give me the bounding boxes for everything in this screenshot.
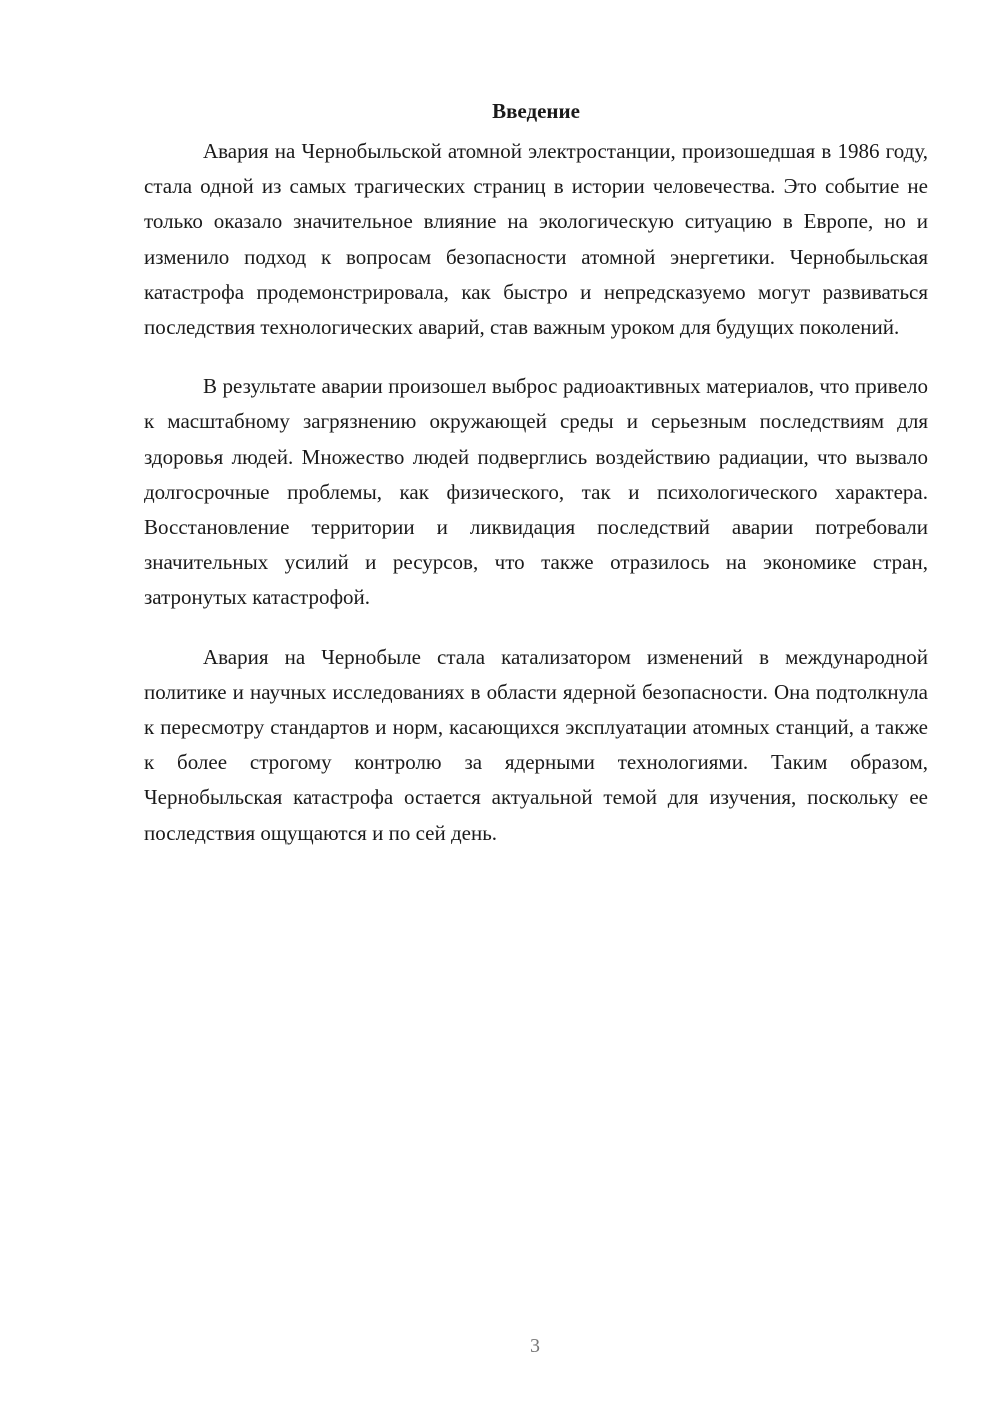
section-title: Введение	[492, 99, 580, 123]
page-number: 3	[530, 1335, 540, 1357]
page-content	[144, 96, 928, 875]
paragraph-1: Авария на Чернобыльской атомной электростанции, произошедшая в 1986 году, стала одной из самых трагических страниц в истории человечества. Это событие не только оказало значительное влияние на экологическую ситуацию в Европе, но и изменило подход к вопросам безопасности атомной энергетики. Чернобыльская катастрофа продемонстрировала, как быстро и непредсказуемо могут развиваться последствия технологических аварий, став важным уроком для будущих поколений.	[144, 139, 928, 340]
paragraph-3: Авария на Чернобыле стала катализатором изменений в международной политике и научных исследованиях в области ядерной безопасности. Она подтолкнула к пересмотру стандартов и норм, касающихся эксплуатации атомных станций, а также к более строгому контролю за ядерными технологиями. Таким образом, Чернобыльская катастрофа остается актуальной темой для изучения, поскольку ее последствия ощущаются и по сей день.	[144, 644, 928, 845]
paragraph-2: В результате аварии произошел выброс радиоактивных материалов, что привело к масштабному загрязнению окружающей среды и серьезным последствиям для здоровья людей. Множество людей подверглись воздействию радиации, что вызвало долгосрочные проблемы, как физического, так и психологического характера. Восстановление территории и ликвидация последствий аварии потребовали значительных усилий и ресурсов, что также отразилось на экономике стран, затронутых катастрофой.	[144, 374, 928, 610]
